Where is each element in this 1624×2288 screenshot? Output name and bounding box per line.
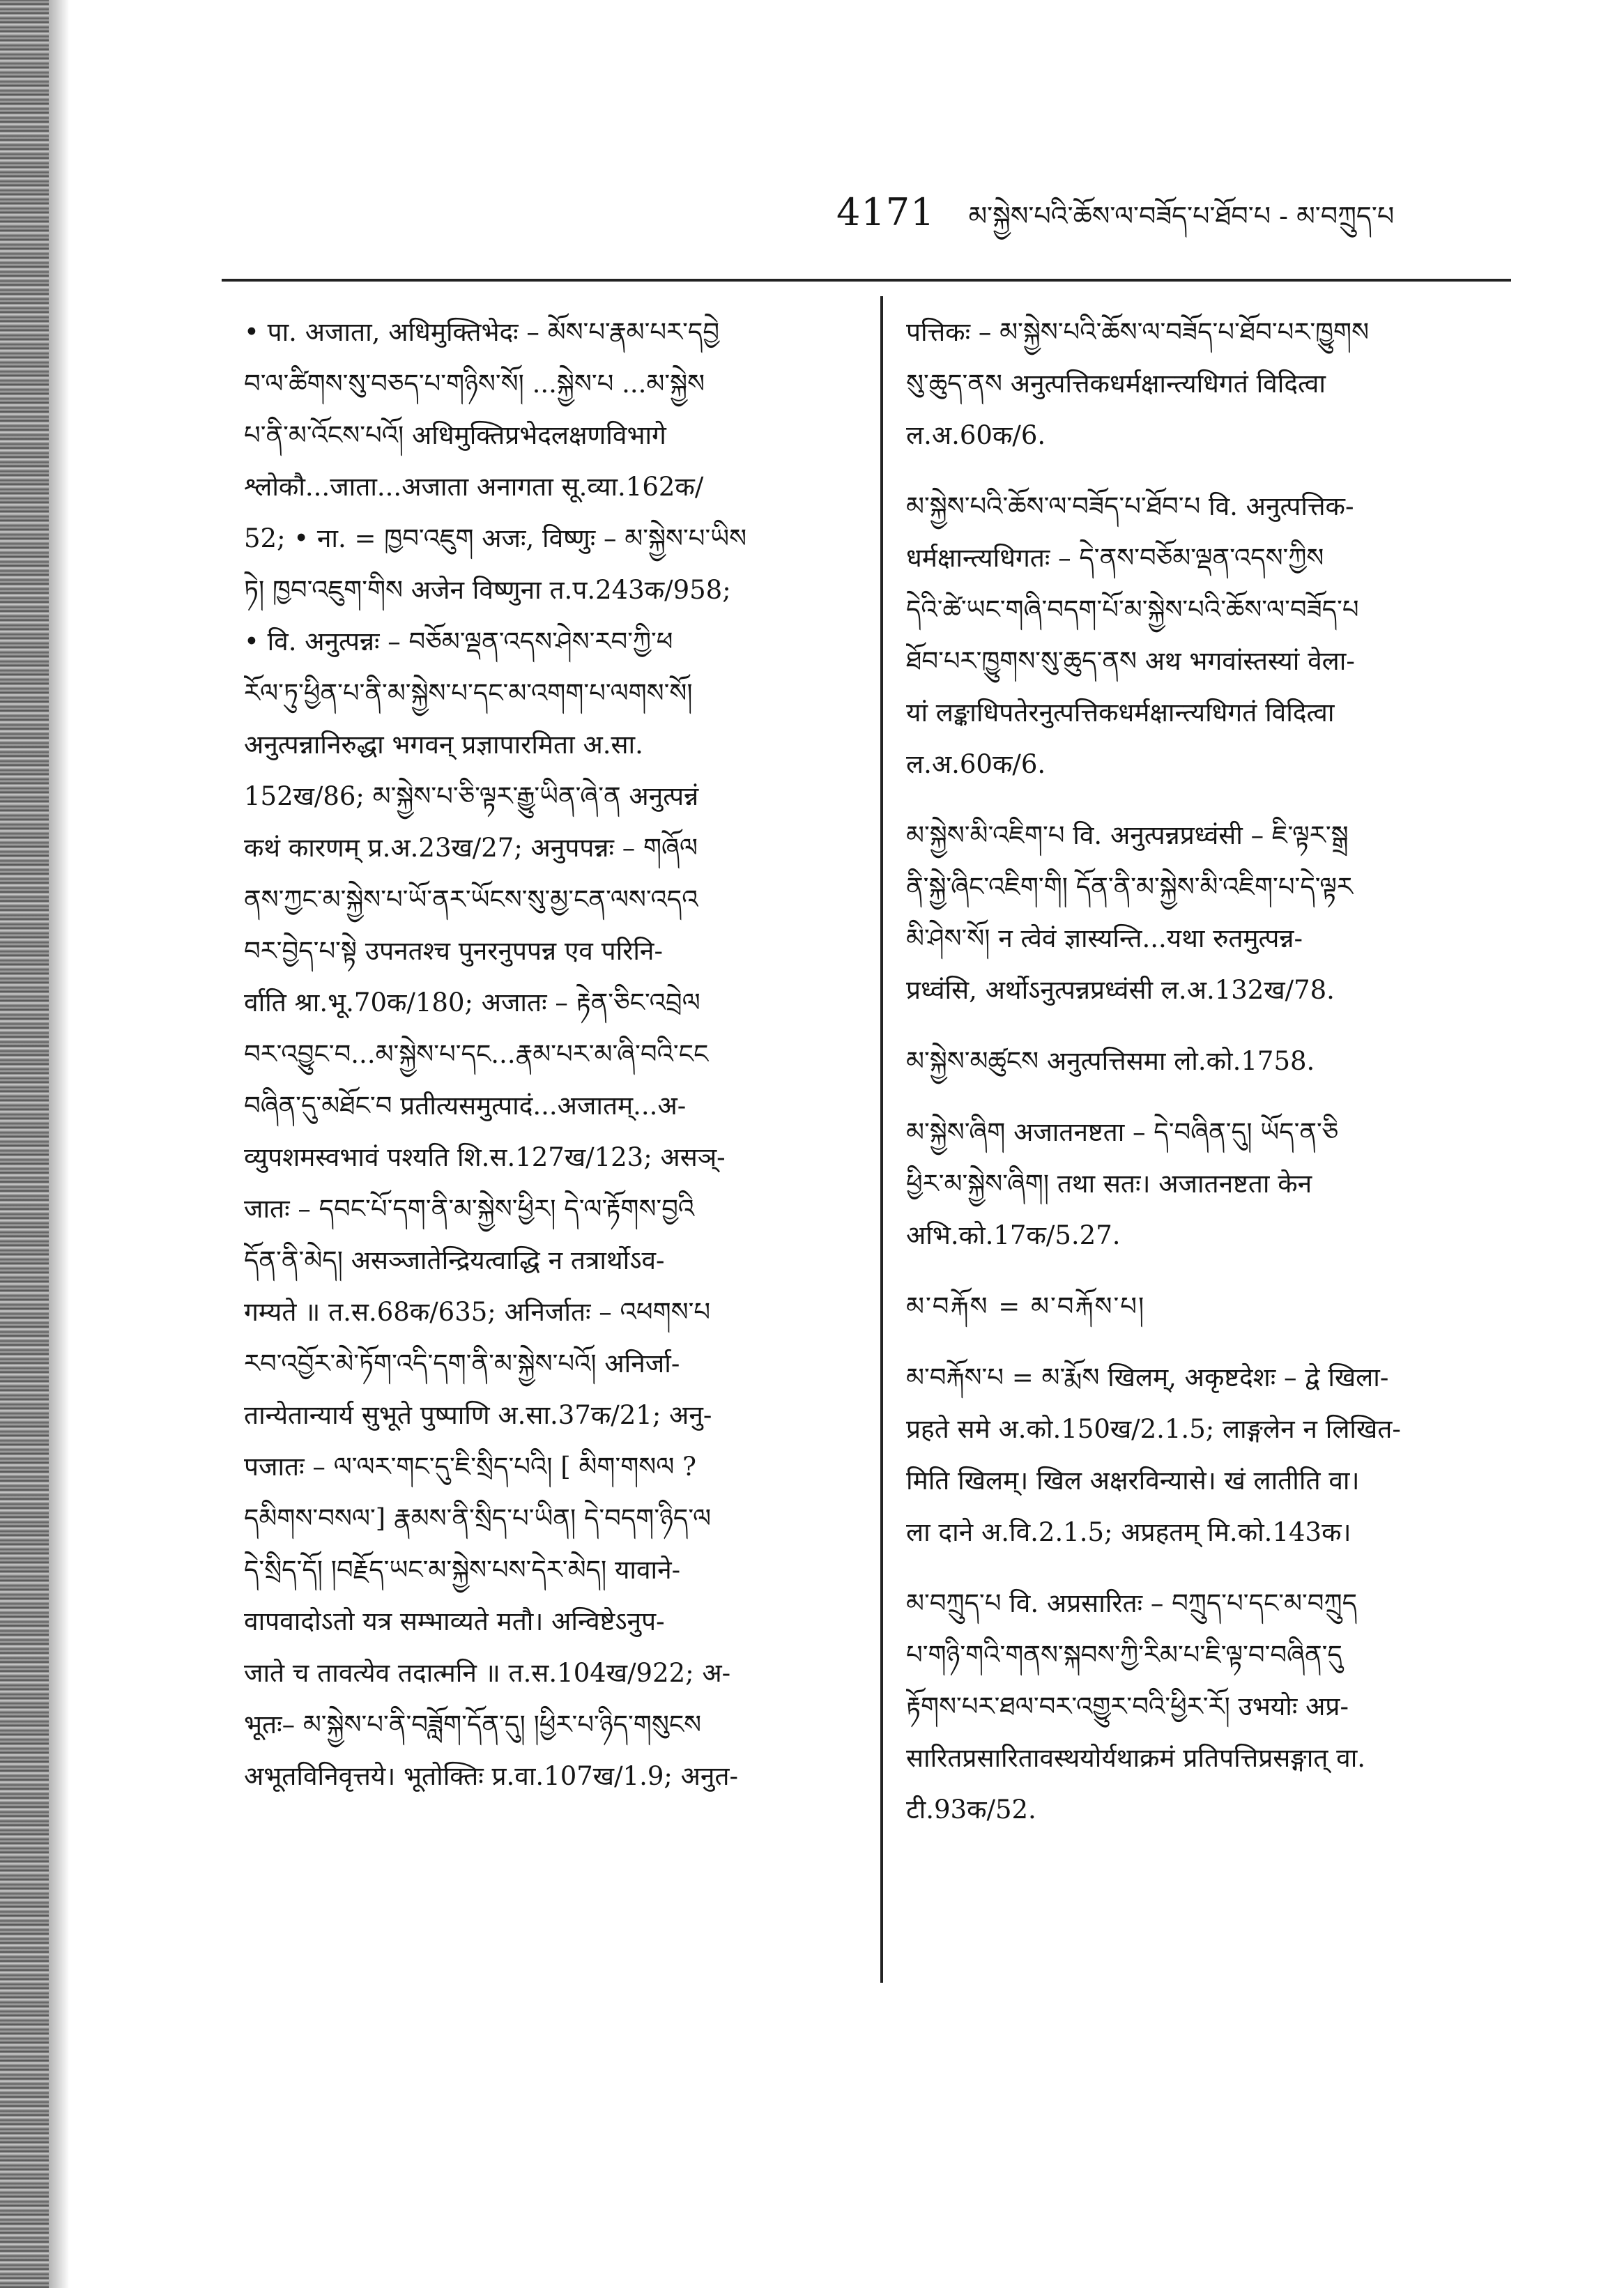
entry-line: མི་ཤེས་སོ། न त्वेवं ज्ञास्यन्ति...यथा रुतमुत्पन्न- [906,923,1303,953]
page-number: 4171 [836,190,935,234]
left-column-line: བར་བྱེད་པ་སྟེ उपनतश्च पुनरनुपपन्न एव परिनि- [244,936,663,966]
left-column-line: དམིགས་བསལ་] རྣམས་ནི་སྲིད་པ་ཡིན། དེ་བདག་ཉིད་ལ [244,1503,712,1533]
left-column-line: अभूतविनिवृत्तये। भूतोक्तिः प्र.वा.107ख/1.9; अनुत- [244,1761,738,1791]
entry-line: དེའི་ཚེ་ཡང་གཞི་བདག་པོ་མ་སྐྱེས་པའི་ཆོས་ལ་བཟོད་པ [906,594,1359,624]
left-column-line: र्वाति श्रा.भू.70क/180; अजातः – རྟེན་ཅིང་འབྲེལ [244,988,700,1018]
entry-line: प्रहते समे अ.को.150ख/2.1.5; लाङ्गलेन न लिखित- [906,1414,1401,1444]
entry-line: པ་གཉི་གའི་གནས་སྐབས་ཀྱི་རིམ་པ་ཇི་ལྟ་བ་བཞིན་དུ [906,1640,1342,1670]
left-column-line: བཞིན་དུ་མཐོང་བ प्रतीत्यसमुत्पादं...अजातम्...अ- [244,1091,687,1121]
left-column-line: དོན་ནི་མེད། असञ्जातेन्द्रियत्वाद्धि न तत्रार्थोऽव- [244,1245,665,1275]
entry-line: མ་སྐྱེས་པའི་ཆོས་ལ་བཟོད་པ་ཐོབ་པ वि. अनुत्पत्तिक- [906,491,1354,521]
entry-line: सारितप्रसारितावस्थयोर्यथाक्रमं प्रतिपत्तिप्रसङ्गात् वा. [906,1743,1366,1773]
entry-line: མ་སྐྱེས་མཚུངས अनुत्पत्तिसमा लो.को.1758. [906,1046,1315,1076]
left-column-line: ནས་ཀྱང་མ་སྐྱེས་པ་ཡོ་ནར་ཡོངས་སུ་མྱ་ངན་ལས་འདའ [244,884,698,914]
left-column-line: 52; • ना. = ཁྱབ་འཇུག अजः, विष्णुः – མ་སྐྱེས་པ་ཡིས [244,523,747,553]
left-column-line: जातः – དབང་པོ་དག་ནི་མ་སྐྱེས་ཕྱིར། དེ་ལ་རྟོགས་བྱའི [244,1194,695,1224]
dictionary-entry [906,307,1506,461]
left-column-line: जाते च तावत्येव तदात्मनि ॥ त.स.104ख/922; अ- [244,1658,731,1688]
entry-line: སུ་ཆུད་ནས अनुत्पत्तिकधर्मक्षान्त्यधिगतं विदित्वा [906,369,1326,399]
column-divider [880,296,883,1983]
running-head [836,187,1533,236]
entry-line: རྟོགས་པར་ཐལ་བར་འགྱུར་བའི་ཕྱིར་རོ། उभयोः अप्र- [906,1691,1349,1721]
right-column [906,307,1506,2000]
entry-line: टी.93क/52. [906,1795,1036,1825]
left-column-line: • पा. अजाता, अधिमुक्तिभेदः – མོས་པ་རྣམ་པར་དབྱེ [244,317,720,347]
left-column-line: तान्येतान्यार्य सुभूते पुष्पाणि अ.सा.37क/21; अनु- [244,1400,712,1430]
header-rule [222,279,1511,282]
entry-line: ཕྱིར་མ་སྐྱེས་ཞིག། तथा सतः। अजातनष्टता केन [906,1169,1312,1199]
left-column-line: अनुत्पन्नानिरुद्धा भगवन् प्रज्ञापारमिता अ.सा. [244,730,643,760]
entry-line: पत्तिकः – མ་སྐྱེས་པའི་ཆོས་ལ་བཟོད་པ་ཐོབ་པར་ཁྱུགས [906,317,1370,347]
entry-line: प्रध्वंसि, अर्थोऽनुत्पन्नप्रध्वंसी ल.अ.132ख/78. [906,975,1335,1005]
left-column-line: རབ་འབྱོར་མེ་ཏོག་འདི་དག་ནི་མ་སྐྱེས་པའོ། अनिर्जा- [244,1349,680,1379]
entry-line: མ་སྐྱེས་ཞིག अजातनष्टता – དེ་བཞིན་དུ། ཡོད་ན་ཅི [906,1117,1339,1147]
dictionary-entry [906,810,1506,1016]
left-column-line: རོལ་ཏུ་ཕྱིན་པ་ནི་མ་སྐྱེས་པ་དང་མ་འགག་པ་ལགས་སོ། [244,678,693,708]
left-column-line: དེ་སྲིད་དོ། །བརྗོད་ཡང་མ་སྐྱེས་པས་དེར་མེད། यावाने- [244,1555,681,1585]
left-column-line: • वि. अनुत्पन्नः – བཅོམ་ལྡན་འདས་ཤེས་རབ་ཀྱི་ཕ [244,627,673,657]
running-head-words: མ་སྐྱེས་པའི་ཆོས་ལ་བཟོད་པ་ཐོབ་པ - མ་བཀྲུད་པ [968,201,1395,231]
left-column-line: 152ख/86; མ་སྐྱེས་པ་ཅི་ལྟར་རྒྱུ་ཡིན་ཞེ་ན अनुत्पन्नं [244,781,699,811]
scanned-binding-edge [0,0,49,2288]
dictionary-entry [906,1352,1506,1558]
left-column-line: गम्यते ॥ त.स.68क/635; अनिर्जातः – འཕགས་པ [244,1297,711,1327]
left-column-line: བར་འབྱུང་བ...མ་སྐྱེས་པ་དང...རྣམ་པར་མ་ཞི་བའི་ངང [244,1039,709,1069]
dictionary-entry [906,1578,1506,1836]
entry-line: ཐོབ་པར་ཁྱུགས་སུ་ཆུད་ནས अथ भगवांस्तस्यां वेला- [906,646,1355,676]
left-column-line: པ་ནི་མ་འོངས་པའོ། अधिमुक्तिप्रभेदलक्षणविभागे [244,420,666,450]
left-column-line: བ་ལ་ཚིགས་སུ་བཅད་པ་གཉིས་སོ། ...སྐྱེས་པ ...མ་སྐྱེས [244,369,705,399]
cross-reference-entry [906,1281,1506,1333]
left-column-line: भूतः– མ་སྐྱེས་པ་ནི་བཟློག་དོན་དུ། །ཕྱིར་པ་ཉིད་གསུངས [244,1710,702,1740]
entry-line: ला दाने अ.वि.2.1.5; अप्रहतम् मि.को.143क। [906,1517,1351,1547]
dictionary-entry [906,481,1506,790]
entry-line: ल.अ.60क/6. [906,749,1046,779]
left-column-line: ཏེ། ཁྱབ་འཇུག་གིས अजेन विष्णुना त.प.243क/958; [244,575,731,605]
entry-line: ल.अ.60क/6. [906,420,1046,450]
entry-line: अभि.को.17क/5.27. [906,1220,1121,1250]
left-column [244,307,850,2000]
entry-line: ནི་སྐྱེ་ཞིང་འཇིག་གི། དོན་ནི་མ་སྐྱེས་མི་འཇིག་པ་དེ་ལྟར [906,872,1354,902]
left-column-line: पजातः – ལ་ལར་གང་དུ་ཇི་སྲིད་པའི། [ མིག་གསལ ? [244,1452,696,1482]
dictionary-entry [906,1036,1506,1087]
entry-line: མ་སྐྱེས་མི་འཇིག་པ वि. अनुत्पन्नप्रध्वंसी – ཇི་ལྟར་སྒྲ [906,820,1349,850]
entry-line: མ་བརྐོས = མ་བརྐོས་པ། [906,1291,1146,1321]
dictionary-entry [906,1107,1506,1261]
left-column-line: श्लोकौ...जाता...अजाता अनागता सू.व्या.162क/ [244,472,704,502]
left-column-line: वापवादोऽतो यत्र सम्भाव्यते मतौ। अन्विष्टेऽनुप- [244,1606,665,1636]
left-column-line: व्युपशमस्वभावं पश्यति शि.स.127ख/123; असञ्- [244,1142,726,1172]
entry-line: यां लङ्काधिपतेरनुत्पत्तिकधर्मक्षान्त्यधिगतं विदित्वा [906,698,1335,728]
entry-line: मिति खिलम्। खिल अक्षरविन्यासे। खं लातीति वा। [906,1466,1360,1496]
entry-line: མ་བརྐོས་པ = མ་རྨོས खिलम्, अकृष्टदेशः – द्वे खिला- [906,1362,1389,1392]
entry-line: མ་བཀྲུད་པ वि. अप्रसारितः – བཀྲུད་པ་དང་མ་བཀྲུད [906,1588,1357,1618]
left-column-line: कथं कारणम् प्र.अ.23ख/27; अनुपपन्नः – གཞོལ [244,833,698,863]
entry-line: धर्मक्षान्त्यधिगतः – དེ་ནས་བཅོམ་ལྡན་འདས་ཀྱིས [906,543,1324,573]
